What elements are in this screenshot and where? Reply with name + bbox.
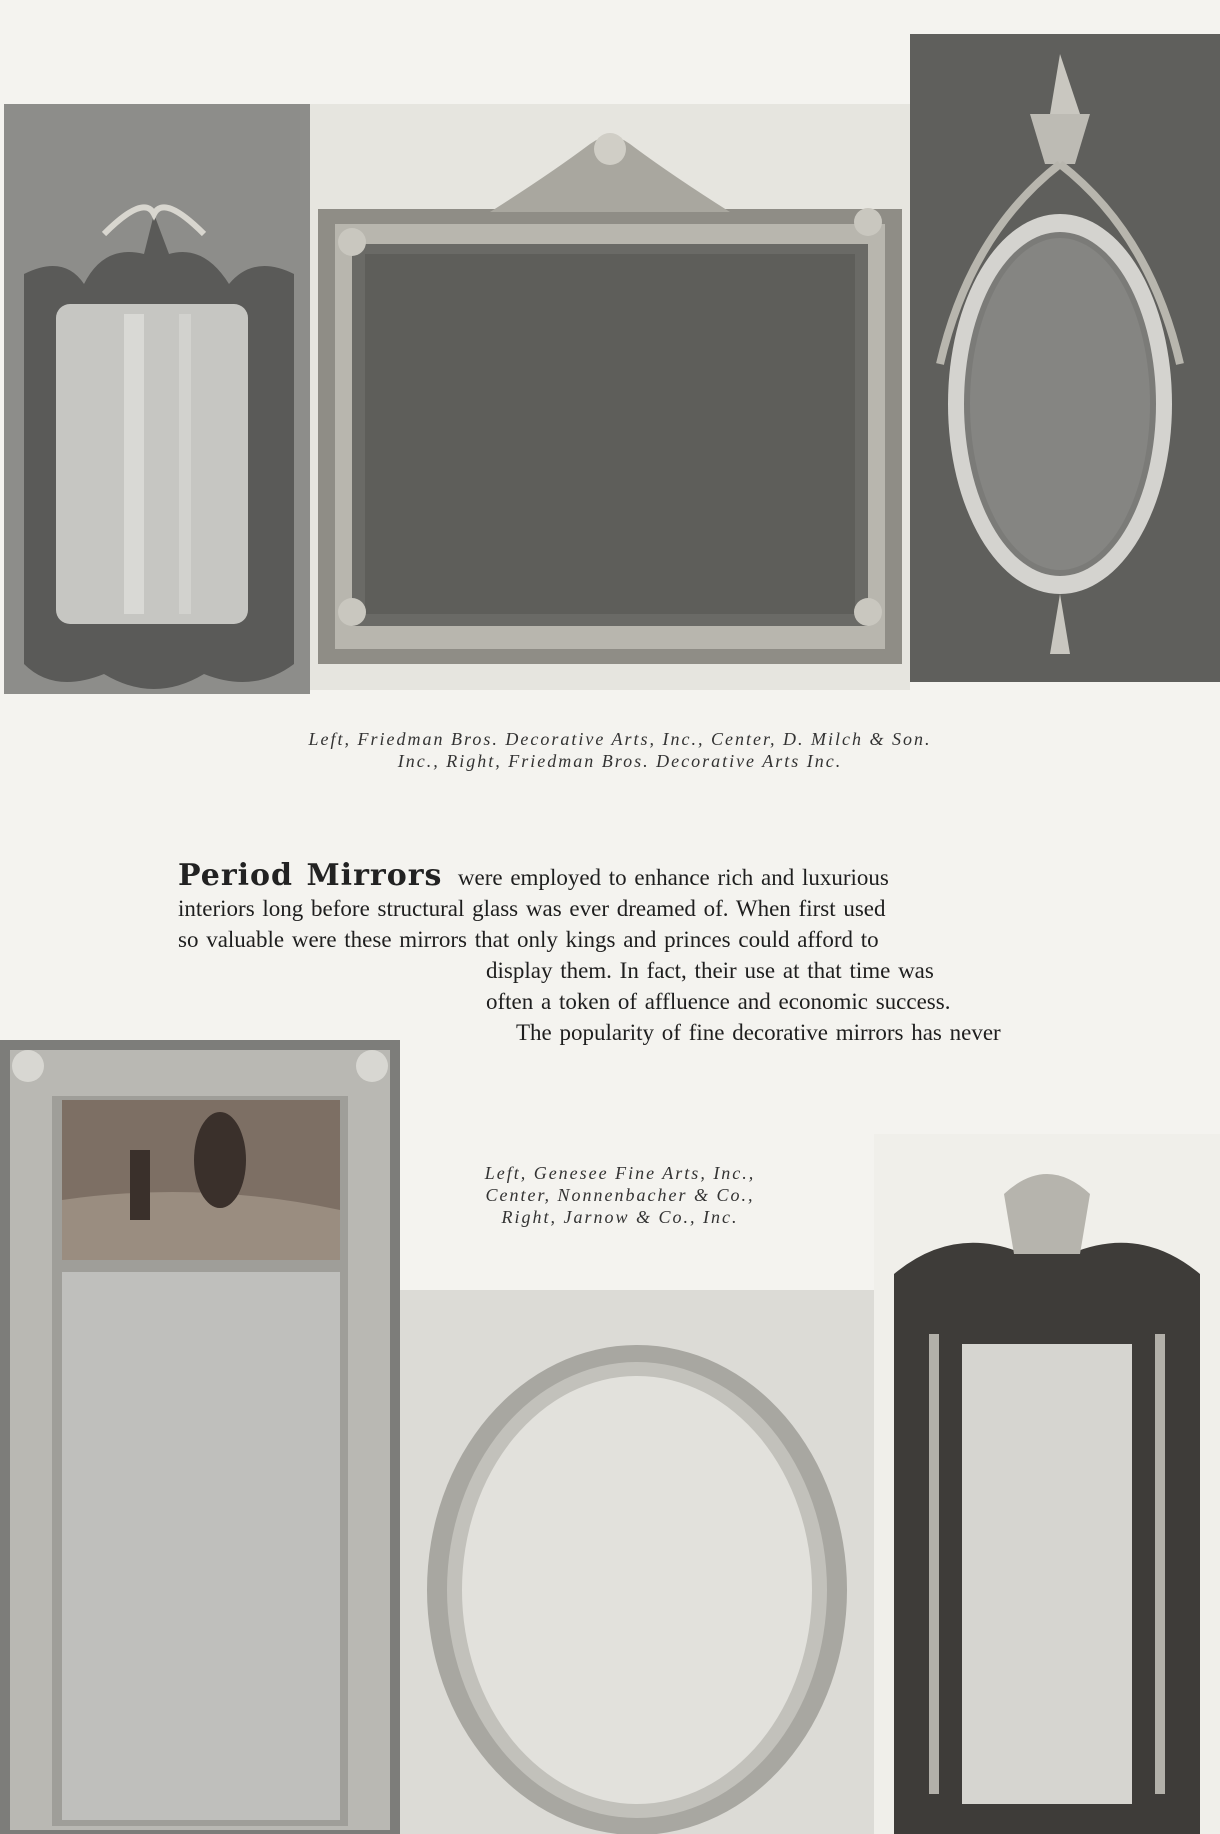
top-caption-line-2: Inc., Right, Friedman Bros. Decorative Arts Inc. <box>397 751 843 771</box>
article-line-6: The popularity of fine decorative mirrors has never <box>516 1020 1001 1045</box>
article-line-4: display them. In fact, their use at that time was <box>486 958 934 983</box>
photo-georgian-eagle-mirror <box>874 1134 1220 1834</box>
bottom-caption <box>420 1162 820 1228</box>
article-lead-heading: Period Mirrors <box>178 858 443 893</box>
photo-chippendale-mirror <box>4 104 310 694</box>
bottom-caption-line-2: Center, Nonnenbacher & Co., <box>485 1185 755 1205</box>
article-line-1 <box>178 860 1160 893</box>
article-line-2: interiors long before structural glass was ever dreamed of. When first used <box>178 896 886 921</box>
photo-louis-xvi-mirror <box>310 104 910 690</box>
top-caption-line-1: Left, Friedman Bros. Decorative Arts, Inc., Center, D. Milch & Son. <box>308 729 932 749</box>
article-text <box>178 860 1160 1048</box>
bottom-caption-line-3: Right, Jarnow & Co., Inc. <box>501 1207 739 1227</box>
article-line-5: often a token of affluence and economic success. <box>486 989 951 1014</box>
photo-adam-oval-mirror <box>910 34 1220 682</box>
bottom-caption-line-1: Left, Genesee Fine Arts, Inc., <box>484 1163 756 1183</box>
article-line-3: so valuable were these mirrors that only kings and princes could afford to <box>178 927 879 952</box>
photo-oval-gilt-mirror <box>400 1290 874 1834</box>
article-line-1-text: were employed to enhance rich and luxurious <box>457 865 889 890</box>
photo-sheraton-mirror <box>0 1040 400 1834</box>
top-caption <box>180 728 1060 772</box>
